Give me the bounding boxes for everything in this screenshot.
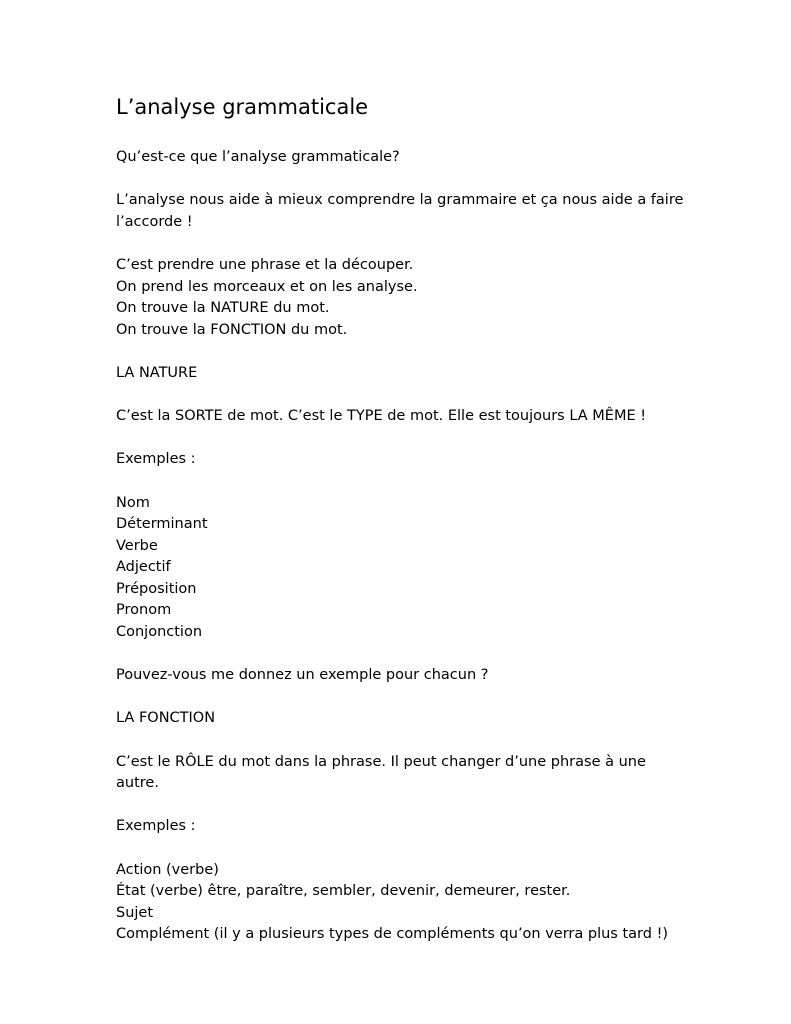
nature-definition: C’est la SORTE de mot. C’est le TYPE de mot. Elle est toujours LA MÊME ! (116, 408, 647, 425)
question-line: Qu’est-ce que l’analyse grammaticale? (116, 149, 400, 165)
spacer (116, 471, 696, 493)
nature-example-item: Pronom (116, 602, 172, 619)
intro-line: l’accorde ! (116, 213, 193, 230)
fonction-example-item: Sujet (116, 904, 154, 921)
nature-example-item: Nom (116, 494, 150, 511)
fonction-examples-label: Exemples : (116, 818, 196, 835)
fonction-example-item: Complément (il y a plusieurs types de compléments qu’on verra plus tard !) (116, 926, 669, 943)
spacer (116, 341, 696, 363)
spacer (116, 428, 696, 450)
fonction-example-item: Action (verbe) (116, 861, 219, 878)
nature-prompt: Pouvez-vous me donnez un exemple pour chacun ? (116, 667, 489, 684)
step-line: On trouve la NATURE du mot. (116, 300, 330, 317)
spacer (116, 838, 696, 860)
spacer (116, 644, 696, 666)
fonction-example-item: État (verbe) être, paraître, sembler, devenir, demeurer, rester. (116, 883, 571, 900)
nature-example-item: Conjonction (116, 624, 203, 641)
spacer (116, 385, 696, 407)
spacer (116, 169, 696, 191)
step-line: On trouve la FONCTION du mot. (116, 321, 348, 338)
step-line: On prend les morceaux et on les analyse. (116, 278, 418, 295)
spacer (116, 795, 696, 817)
spacer (116, 730, 696, 752)
nature-example-item: Verbe (116, 537, 158, 554)
nature-example-item: Adjectif (116, 559, 171, 576)
spacer (116, 233, 696, 255)
fonction-definition: autre. (116, 775, 159, 792)
spacer (116, 687, 696, 709)
fonction-heading: LA FONCTION (116, 710, 216, 727)
nature-example-item: Préposition (116, 580, 197, 597)
nature-heading: LA NATURE (116, 364, 198, 381)
document-page (116, 92, 696, 946)
nature-example-item: Déterminant (116, 516, 208, 533)
nature-examples-label: Exemples : (116, 451, 196, 468)
step-line: C’est prendre une phrase et la découper. (116, 256, 414, 273)
fonction-definition: C’est le RÔLE du mot dans la phrase. Il peut changer d’une phrase à une (116, 753, 646, 770)
intro-line: L’analyse nous aide à mieux comprendre la grammaire et ça nous aide a faire (116, 192, 684, 209)
document-title: L’analyse grammaticale (116, 95, 369, 119)
